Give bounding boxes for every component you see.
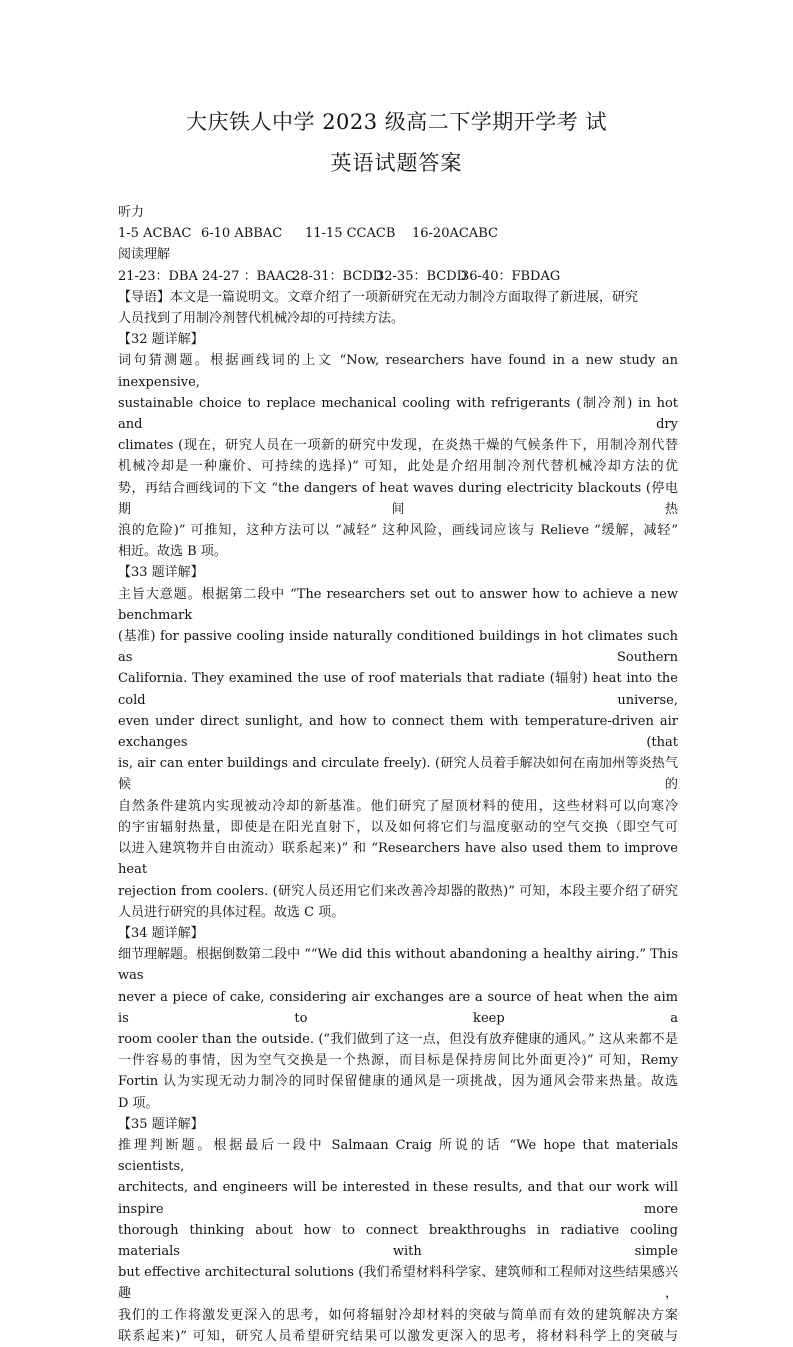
text-line: is, air can enter buildings and circulate freely). (研究人员着手解决如何在南加州等炎热气候的 [118,756,678,793]
guide-paragraph [118,287,678,329]
text-line: thorough thinking about how to connect breakthroughs in radiative cooling materials with simple [118,1222,678,1259]
answer-group: 32-35：BCDD [376,268,468,284]
text-line: (基准) for passive cooling inside naturally conditioned buildings in hot climates such as Southern [118,629,678,666]
text-line: 细节理解题。根据倒数第二段中 ““We did this without abandoning a healthy airing.” This was [118,947,678,984]
document-title: 大庆铁人中学 2023 级高二下学期开学考 试 [186,110,607,134]
text-line: 我们的工作将激发更深入的思考，如何将辐射冷却材料的突破与简单而有效的建筑解决方案 [118,1307,678,1323]
text-line: 人员找到了用制冷剂替代机械冷却的可持续方法。 [118,311,405,327]
q34-heading: 【34 题详解】 [118,925,204,941]
text-line: but effective architectural solutions (我们希望材料科学家、建筑师和工程师对这些结果感兴趣， [118,1265,678,1302]
text-line: 浪的危险)” 可推知，这种方法可以 “减轻” 这种风险，画线词应该与 Relieve “缓解，减轻” [118,523,678,539]
text-line: even under direct sunlight, and how to connect them with temperature-driven air exchanges (that [118,713,678,751]
text-line: 词句猜测题。根据画线词的上文 “Now, researchers have found in a new study an inexpensive, [118,353,678,390]
text-line: 相近。故选 B 项。 [118,544,227,560]
text-line: 势，再结合画线词的下文 “the dangers of heat waves during electricity blackouts (停电期间热 [118,480,678,517]
text-line: 以进入建筑物并自由流动）联系起来)” 和 “Researchers have also used them to improve heat [118,841,678,878]
text-line: 【导语】本文是一篇说明文。文章介绍了一项新研究在无动力制冷方面取得了新进展，研究 [118,289,639,305]
q35-heading: 【35 题详解】 [118,1116,204,1132]
document-subtitle: 英语试题答案 [330,151,463,175]
answer-group: 24-27 ：BAAC [202,268,295,284]
q33-explanation [118,584,678,923]
text-line: climates (现在，研究人员在一项新的研究中发现，在炎热干燥的气候条件下，用制冷剂代替 [118,438,678,454]
text-line: 一件容易的事情，因为空气交换是一个热源，而目标是保持房间比外面更冷)” 可知，Remy [118,1053,678,1069]
listening-answers [118,223,678,244]
text-line: 人员进行研究的具体过程。故选 C 项。 [118,904,345,920]
q34-explanation [118,944,678,1114]
q32-explanation [118,350,678,562]
text-line: 自然条件建筑内实现被动冷却的新基准。他们研究了屋顶材料的使用，这些材料可以向寒冷 [118,798,678,814]
text-line: D 项。 [118,1095,159,1111]
document-body [118,202,678,1347]
answer-group: 1-5 ACBAC [118,226,192,242]
text-line: 的宇宙辐射热量，即使是在阳光直射下，以及如何将它们与温度驱动的空气交换（即空气可 [118,819,678,835]
text-line: Fortin 认为实现无动力制冷的同时保留健康的通风是一项挑战，因为通风会带来热量。故选 [118,1074,678,1090]
answer-group: 28-31：BCDD [292,268,384,284]
text-line: rejection from coolers. (研究人员还用它们来改善冷却器的散热)” 可知，本段主要介绍了研究 [118,883,678,899]
answer-group: 6-10 ABBAC [201,226,283,242]
text-line: sustainable choice to replace mechanical cooling with refrigerants (制冷剂) in hot and dry [118,395,678,433]
text-line: never a piece of cake, considering air exchanges are a source of heat when the aim is to keep a [118,989,678,1026]
reading-label: 阅读理解 [118,247,171,263]
q33-heading: 【33 题详解】 [118,565,204,581]
answer-group: 36-40：FBDAG [461,268,561,284]
text-line: room cooler than the outside. (“我们做到了这一点，但没有放弃健康的通风。” 这从来都不是 [118,1031,678,1047]
text-line: California. They examined the use of roof materials that radiate (辐射) heat into the cold universe, [118,671,678,708]
text-line: 机械冷却是一种廉价、可持续的选择)” 可知，此处是介绍用制冷剂代替机械冷却方法的优 [118,459,678,475]
listening-label: 听力 [118,205,145,220]
text-line: 推理判断题。根据最后一段中 Salmaan Craig 所说的话 “We hope that materials scientists, [118,1137,678,1175]
reading-answers [118,266,678,287]
answer-group: 16-20ACABC [412,226,498,242]
answer-group: 11-15 CCACB [305,226,396,242]
answer-group: 21-23：DBA [118,268,198,284]
q35-explanation [118,1135,678,1347]
text-line: architects, and engineers will be interested in these results, and that our work will inspire more [118,1180,678,1217]
text-line: 主旨大意题。根据第二段中 “The researchers set out to answer how to achieve a new benchmark [118,586,678,623]
q32-heading: 【32 题详解】 [118,332,204,348]
text-line: 联系起来)” 可知，研究人员希望研究结果可以激发更深入的思考，将材料科学上的突破与 [118,1328,678,1344]
